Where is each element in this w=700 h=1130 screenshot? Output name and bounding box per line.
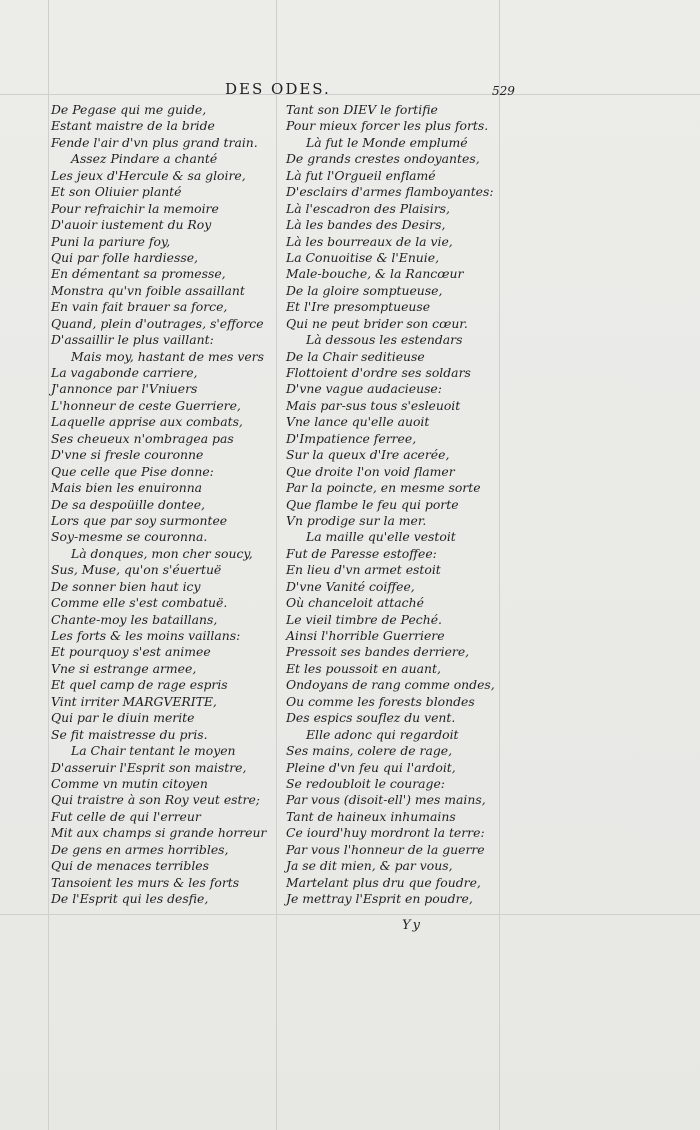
verse-line: Et son Oliuier planté (51, 184, 182, 200)
verse-line: Que flambe le feu qui porte (286, 496, 459, 512)
verse-line: Que droite l'on void flamer (286, 463, 455, 479)
verse-line: Là fut l'Orgueil enflamé (286, 167, 436, 183)
verse-line: Se redoubloit le courage: (286, 775, 445, 791)
verse-line: Vne si estrange armee, (51, 660, 197, 676)
verse-line: Monstra qu'vn foible assaillant (51, 282, 245, 298)
verse-line: Fut de Paresse estoffee: (286, 545, 437, 561)
verse-line: Ou comme les forests blondes (286, 693, 475, 709)
verse-line: Vint irriter MARGVERITE, (51, 693, 217, 709)
verse-line: Comme vn mutin citoyen (51, 775, 208, 791)
verse-line: Male-bouche, & la Rancœur (286, 266, 464, 282)
verse-line: Qui traistre à son Roy veut estre; (51, 792, 260, 808)
verse-line: Les jeux d'Hercule & sa gloire, (51, 167, 246, 183)
verse-line: De Pegase qui me guide, (51, 102, 207, 117)
verse-line: Ses mains, colere de rage, (286, 743, 453, 759)
page-number: 529 (492, 84, 515, 98)
verse-line: Chante-moy les bataillans, (51, 611, 218, 627)
verse-line: Là fut le Monde emplumé (306, 134, 468, 150)
verse-line: Les forts & les moins vaillans: (51, 628, 241, 643)
verse-line: Martelant plus dru que foudre, (286, 874, 481, 890)
verse-line: Et les poussoit en auant, (286, 660, 441, 676)
verse-line: Qui par le diuin merite (51, 710, 195, 726)
verse-line: La Conuoitise & l'Enuie, (286, 249, 440, 265)
verse-line: Estant maistre de la bride (51, 118, 215, 134)
verse-line: De sa despoüille dontee, (51, 496, 205, 512)
verse-line: Où chanceloit attaché (286, 595, 424, 611)
verse-line: Ondoyans de rang comme ondes, (286, 677, 495, 693)
verse-line: Qui par folle hardiesse, (51, 249, 198, 265)
verse-line: Là donques, mon cher soucy, (71, 545, 253, 561)
verse-line: Le vieil timbre de Peché. (286, 611, 442, 627)
verse-line: La vagabonde carriere, (51, 365, 198, 380)
verse-line: Et pourquoy s'est animee (51, 644, 211, 660)
verse-line: Pour refraichir la memoire (51, 200, 219, 216)
verse-line: Et quel camp de rage espris (51, 677, 228, 693)
verse-line: D'esclairs d'armes flamboyantes: (286, 184, 494, 200)
verse-line: Assez Pindare a chanté (71, 151, 218, 167)
right-text-column (286, 102, 516, 907)
verse-line: La maille qu'elle vestoit (306, 529, 456, 545)
verse-line: D'vne Vanité coiffee, (286, 578, 415, 594)
verse-line: Mit aux champs si grande horreur (51, 825, 267, 841)
verse-line: Quand, plein d'outrages, s'efforce (51, 315, 264, 331)
verse-line: Pleine d'vn feu qui l'ardoit, (286, 759, 456, 775)
verse-line: De grands crestes ondoyantes, (286, 151, 480, 167)
verse-line: De la Chair seditieuse (286, 348, 425, 364)
verse-line: Tant de haineux inhumains (286, 808, 456, 824)
verse-line: De gens en armes horribles, (51, 841, 229, 857)
verse-line: Vn prodige sur la mer. (286, 512, 427, 528)
verse-line: En vain fait brauer sa force, (51, 299, 228, 315)
vertical-ruling-left (48, 0, 49, 1130)
verse-line: Elle adonc qui regardoit (306, 726, 459, 742)
horizontal-ruling-bottom (0, 914, 700, 915)
verse-line: La Chair tentant le moyen (71, 743, 236, 759)
verse-line: Se fit maistresse du pris. (51, 726, 208, 742)
verse-line: Vne lance qu'elle auoit (286, 414, 430, 430)
verse-line: De sonner bien haut icy (51, 578, 201, 594)
verse-line: Et l'Ire presomptueuse (286, 299, 431, 315)
verse-line: Fende l'air d'vn plus grand train. (51, 134, 258, 150)
verse-line: Puni la pariure foy, (51, 233, 171, 249)
verse-line: Mais bien les enuironna (51, 480, 203, 496)
verse-line: Par la poincte, en mesme sorte (286, 480, 481, 496)
verse-line: Je mettray l'Esprit en poudre, (286, 891, 473, 906)
verse-line: D'auoir iustement du Roy (51, 217, 212, 233)
verse-line: En démentant sa promesse, (51, 266, 226, 282)
verse-line: Mais moy, hastant de mes vers (71, 348, 264, 364)
verse-line: Tant son DIEV le fortifie (286, 102, 438, 117)
verse-line: Là l'escadron des Plaisirs, (286, 200, 450, 216)
verse-line: Ainsi l'horrible Guerriere (286, 628, 445, 643)
verse-line: Là les bourreaux de la vie, (286, 233, 453, 249)
verse-line: Sur la queux d'Ire acerée, (286, 447, 450, 463)
verse-line: Pour mieux forcer les plus forts. (286, 118, 489, 134)
verse-line: D'vne si fresle couronne (51, 447, 204, 463)
verse-line: Sus, Muse, qu'on s'éuertuë (51, 562, 222, 578)
verse-line: Qui de menaces terribles (51, 858, 209, 874)
verse-line: Lors que par soy surmontee (51, 512, 228, 528)
verse-line: L'honneur de ceste Guerriere, (51, 397, 241, 413)
verse-line: De l'Esprit qui les desfie, (51, 891, 209, 906)
verse-line: Ses cheueux n'ombragea pas (51, 430, 234, 446)
verse-line: Fut celle de qui l'erreur (51, 808, 201, 824)
catchword: Yy (402, 918, 422, 933)
verse-line: Comme elle s'est combatuë. (51, 595, 228, 611)
verse-line: Là dessous les estendars (306, 332, 463, 348)
verse-line: Par vous (disoit-ell') mes mains, (286, 792, 486, 808)
verse-line: Par vous l'honneur de la guerre (286, 841, 485, 857)
verse-line: Qui ne peut brider son cœur. (286, 315, 468, 331)
verse-line: D'Impatience ferree, (286, 430, 417, 446)
verse-line: De la gloire somptueuse, (286, 282, 443, 298)
verse-line: En lieu d'vn armet estoit (286, 562, 441, 578)
verse-line: Flottoient d'ordre ses soldars (286, 365, 471, 380)
verse-line: Tansoient les murs & les forts (51, 874, 240, 890)
verse-line: D'asseruir l'Esprit son maistre, (51, 759, 247, 775)
verse-line: D'vne vague audacieuse: (286, 381, 442, 397)
horizontal-ruling-top (0, 94, 700, 95)
verse-line: J'annonce par l'Vniuers (51, 381, 198, 397)
verse-line: Là les bandes des Desirs, (286, 217, 446, 233)
verse-line: Des espics souflez du vent. (286, 710, 456, 726)
verse-line: Ce iourd'huy mordront la terre: (286, 825, 485, 841)
running-header: DES ODES. (225, 80, 331, 98)
verse-line: Pressoit ses bandes derriere, (286, 644, 470, 660)
verse-line: D'assaillir le plus vaillant: (51, 332, 214, 348)
verse-line: Que celle que Pise donne: (51, 463, 214, 479)
verse-line: Ja se dit mien, & par vous, (286, 858, 453, 874)
verse-line: Soy-mesme se couronna. (51, 529, 208, 545)
left-text-column (51, 102, 281, 907)
verse-line: Laquelle apprise aux combats, (51, 414, 243, 430)
verse-line: Mais par-sus tous s'esleuoit (286, 397, 461, 413)
